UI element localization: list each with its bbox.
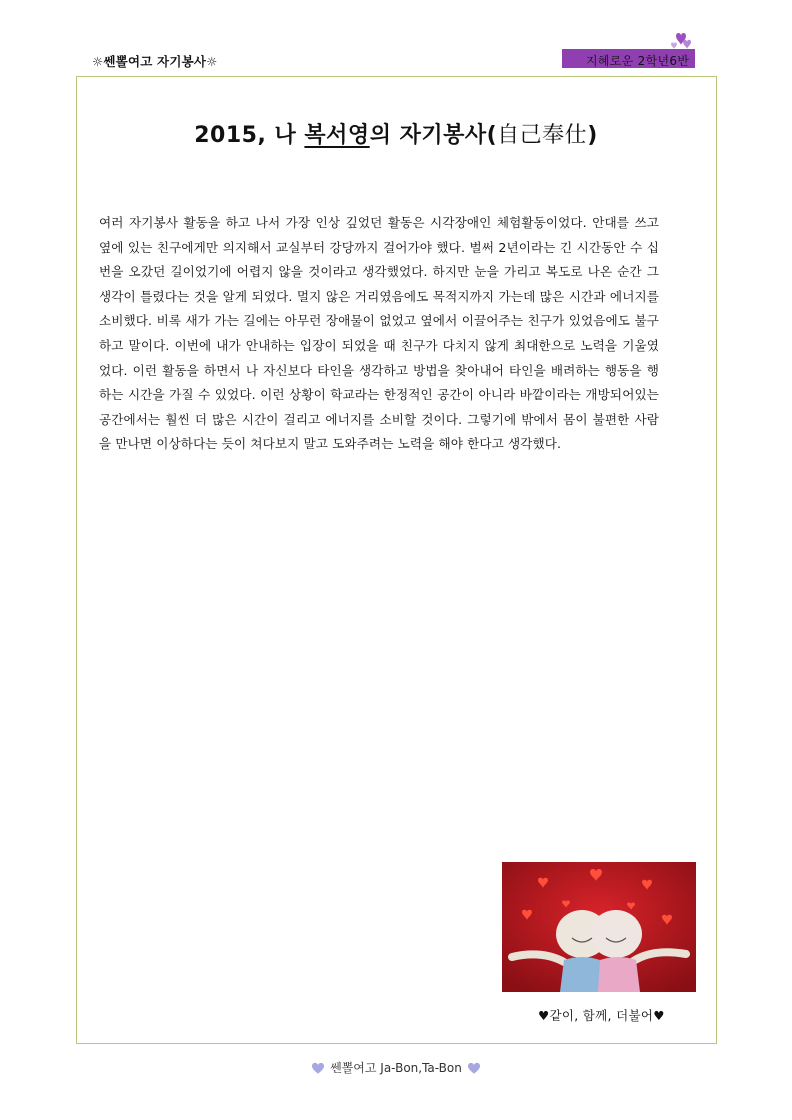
title-close: ) (587, 123, 598, 148)
title-name: 복서영 (304, 123, 370, 148)
header-class-label: 지혜로운 2학년6반 (586, 54, 690, 68)
heart-icon (310, 1061, 326, 1075)
two-friends-hearts-illustration (502, 862, 696, 992)
purple-hearts-icon (668, 28, 698, 58)
document-title (0, 118, 792, 149)
title-hanja: 自己奉仕 (497, 123, 588, 148)
essay-body: 여러 자기봉사 활동을 하고 나서 가장 인상 깊었던 활동은 시각장애인 체험활동이었다. 안대를 쓰고 옆에 있는 친구에게만 의지해서 교실부터 강당까지 걸어가야 했다. 벌써 2년이라는 긴 시간동안 수 십 번을 오갔던 길이었기에 어렵지 않을 것이라고 생각했었다. 하지만 눈을 가리고 복도로 나온 순간 그 생각이 틀렸다는 것을 알게 되었다. 멀지 않은 거리였음에도 목적지까지 가는데 많은 시간과 에너지를 소비했다. 비록 새가 가는 길에는 아무런 장애물이 없었고 옆에서 이끌어주는 친구가 있었음에도 불구하고 말이다. 이번에 내가 안내하는 입장이 되었을 때 친구가 다치지 않게 최대한으로 노력을 기울였었다. 이런 활동을 하면서 나 자신보다 타인을 생각하고 방법을 찾아내어 타인을 배려하는 행동을 행하는 시간을 가질 수 있었다. 이런 상황이 학교라는 한정적인 공간이 아니라 바깥이라는 개방되어있는 공간에서는 훨씬 더 많은 시간이 걸리고 에너지를 소비할 것이다. 그렇기에 밖에서 몸이 불편한 사람을 만나면 이상하다는 듯이 쳐다보지 말고 도와주려는 노력을 해야 한다고 생각했다. (99, 215, 659, 452)
title-year: 2015, 나 (194, 123, 297, 148)
image-caption: ♥같이, 함께, 더불어♥ (538, 1008, 665, 1023)
page-footer (0, 1059, 792, 1076)
heart-icon (466, 1061, 482, 1075)
footer-text: 쎈뽈여고 Ja-Bon,Ta-Bon (330, 1061, 462, 1075)
header-left-title: ☼쎈뽈여고 자기봉사☼ (92, 54, 218, 69)
title-suffix: 의 자기봉사( (369, 123, 498, 148)
